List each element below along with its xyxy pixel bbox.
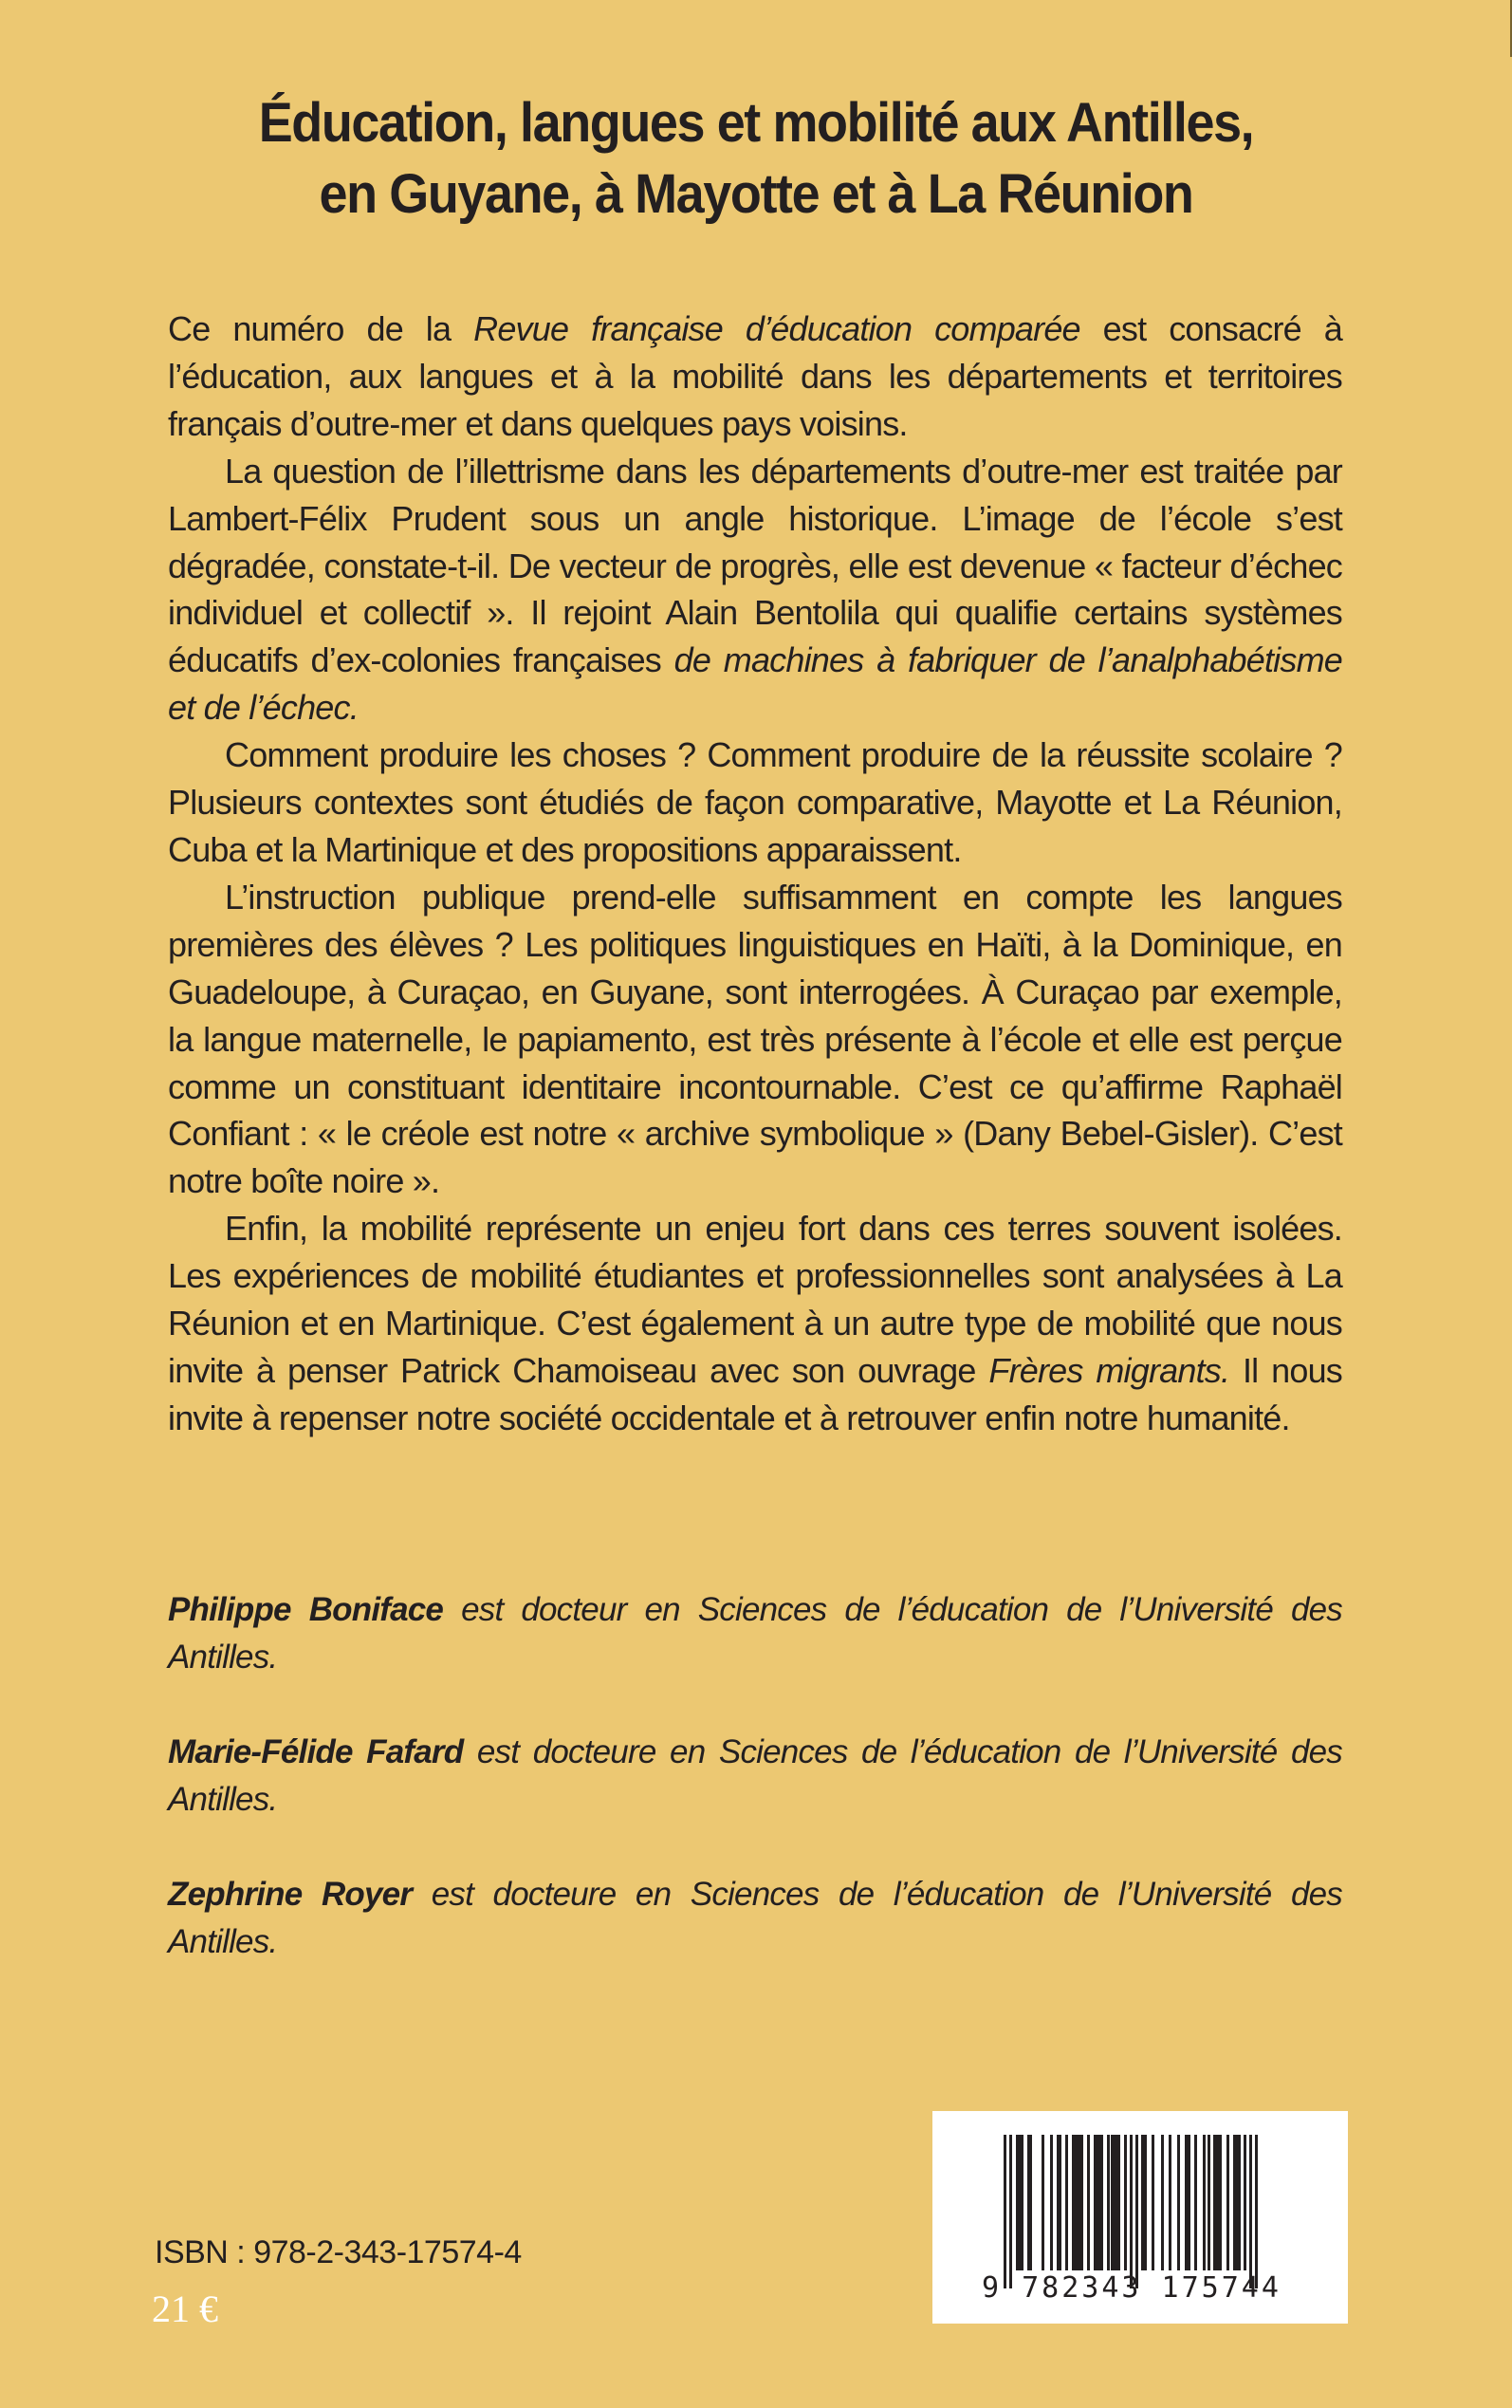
isbn-label: ISBN : 978-2-343-17574-4	[155, 2234, 522, 2270]
author-bios	[168, 1586, 1342, 2013]
book-title	[53, 87, 1459, 230]
title-line-2: en Guyane, à Mayotte et à La Réunion	[319, 163, 1193, 225]
summary-paragraph-3: Comment produire les choses ? Comment produire de la réussite scolaire ? Plusieurs contextes sont étudiés de façon comparative, Mayotte et La Réunion, Cuba et la Martinique et des propositions apparaissent.	[168, 735, 1342, 869]
author-bio	[168, 1586, 1342, 1681]
text: est consacré à l’éducation, aux langues et à la mobilité dans les départements et territoires français d’outre-mer et dans quelques pays voisins.	[168, 309, 1342, 443]
book-reference: Frères migrants.	[988, 1350, 1230, 1390]
text: La question de l’illettrisme dans les départements d’outre-mer est traitée par Lambert-Félix Prudent sous un angle historique. L’image de l’école s’est dégradée, constate-t-il. De vecteur de progrès, elle est devenue « facteur d’échec individuel et collectif ». Il rejoint Alain Bentolila qui qualifie certains systèmes éducatifs d’ex-colonies françaises	[168, 451, 1342, 680]
author-description: est docteure en Sciences de l’éducation de l’Université des Antilles.	[168, 1876, 1342, 1960]
text: Il nous invite à repenser notre société occidentale et à retrouver enfin notre humanité.	[168, 1350, 1342, 1437]
author-description: est docteure en Sciences de l’éducation de l’Université des Antilles.	[168, 1733, 1342, 1818]
text: Ce numéro de la	[168, 309, 474, 348]
title-line-1: Éducation, langues et mobilité aux Antilles,	[258, 92, 1254, 154]
back-cover-summary	[168, 306, 1342, 1442]
barcode	[932, 2111, 1348, 2324]
author-bio	[168, 1729, 1342, 1824]
author-name: Marie-Félide Fafard	[168, 1733, 464, 1770]
price-label: 21 €	[152, 2288, 218, 2330]
author-name: Philippe Boniface	[168, 1591, 444, 1628]
text: Enfin, la mobilité représente un enjeu fort dans ces terres souvent isolées. Les expériences de mobilité étudiantes et professionnelles sont analysées à La Réunion et en Martinique. C’est également à un autre type de mobilité que nous invite à penser Patrick Chamoiseau avec son ouvrage	[168, 1209, 1342, 1390]
journal-title: Revue française d’éducation comparée	[473, 309, 1080, 348]
author-name: Zephrine Royer	[168, 1876, 413, 1913]
summary-paragraph-5	[168, 1205, 1342, 1442]
author-description: est docteur en Sciences de l’éducation de l’Université des Antilles.	[168, 1591, 1342, 1676]
author-bio	[168, 1871, 1342, 1966]
summary-paragraph-4: L’instruction publique prend-elle suffisamment en compte les langues premières des élèves ? Les politiques linguistiques en Haïti, à la Dominique, en Guadeloupe, à Curaçao, en Guyane, sont interrogées. À Curaçao par exemple, la langue maternelle, le papiamento, est très présente à l’école et elle est perçue comme un constituant identitaire incontournable. C’est ce qu’affirme Raphaël Confiant : « le créole est notre « archive symbolique » (Dany Bebel-Gisler). C’est notre boîte noire ».	[168, 877, 1342, 1201]
summary-paragraph-1	[168, 306, 1342, 448]
quoted-phrase: de machines à fabriquer de l’analphabétisme et de l’échec.	[168, 640, 1342, 728]
summary-paragraph-2	[168, 448, 1342, 732]
barcode-number: 9 782343 175744	[982, 2271, 1282, 2305]
